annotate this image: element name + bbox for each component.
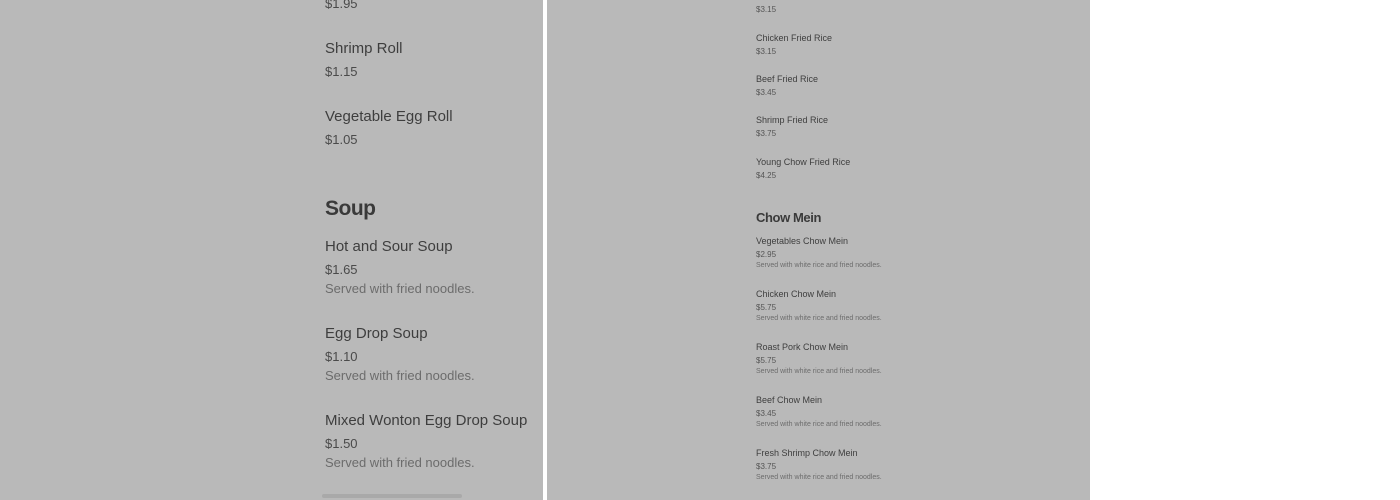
- menu-item-name: Shrimp Fried Rice: [756, 115, 829, 125]
- menu-item-name: Beef Fried Rice: [756, 74, 819, 84]
- item-price: $4.25: [756, 171, 777, 180]
- section-heading-soup: Soup: [325, 197, 376, 220]
- menu-item-name: Beef Chow Mein: [756, 395, 823, 405]
- menu-item-name: Vegetables Chow Mein: [756, 236, 849, 246]
- menu-item-name: Roast Pork Chow Mein: [756, 342, 849, 352]
- menu-item-name: Hot and Sour Soup: [325, 238, 453, 255]
- item-description: Served with white rice and fried noodles.: [756, 262, 882, 269]
- cut-off-text: [322, 494, 462, 498]
- item-description: Served with fried noodles.: [325, 455, 475, 470]
- item-description: Served with white rice and fried noodles.: [756, 315, 882, 322]
- menu-page-left: [0, 0, 543, 500]
- item-price: $3.75: [756, 462, 777, 471]
- item-price: $2.95: [756, 250, 777, 259]
- menu-item-name: Young Chow Fried Rice: [756, 157, 851, 167]
- item-description: Served with white rice and fried noodles.: [756, 474, 882, 481]
- item-description: Served with white rice and fried noodles.: [756, 421, 882, 428]
- item-price: $1.50: [325, 436, 358, 451]
- item-price: $3.15: [756, 47, 777, 56]
- menu-page-right: [547, 0, 1090, 500]
- item-price: $3.15: [756, 5, 777, 14]
- item-price: $3.75: [756, 129, 777, 138]
- item-price: $3.45: [756, 88, 777, 97]
- item-price: $1.15: [325, 64, 358, 79]
- item-description: Served with fried noodles.: [325, 368, 475, 383]
- item-description: Served with white rice and fried noodles.: [756, 368, 882, 375]
- menu-item-name: Mixed Wonton Egg Drop Soup: [325, 412, 528, 429]
- section-heading-chow-mein: Chow Mein: [756, 210, 822, 225]
- menu-item-name: Chicken Fried Rice: [756, 33, 833, 43]
- menu-item-name: Vegetable Egg Roll: [325, 108, 453, 125]
- menu-item-name: Fresh Shrimp Chow Mein: [756, 448, 858, 458]
- item-price: $1.10: [325, 349, 358, 364]
- item-price: $5.75: [756, 356, 777, 365]
- item-price: $5.75: [756, 303, 777, 312]
- menu-item-name: Chicken Chow Mein: [756, 289, 837, 299]
- item-price: $1.95: [325, 0, 358, 11]
- item-description: Served with fried noodles.: [325, 281, 475, 296]
- menu-item-name: Egg Drop Soup: [325, 325, 428, 342]
- menu-item-name: Shrimp Roll: [325, 40, 403, 57]
- item-price: $1.65: [325, 262, 358, 277]
- item-price: $1.05: [325, 132, 358, 147]
- item-price: $3.45: [756, 409, 777, 418]
